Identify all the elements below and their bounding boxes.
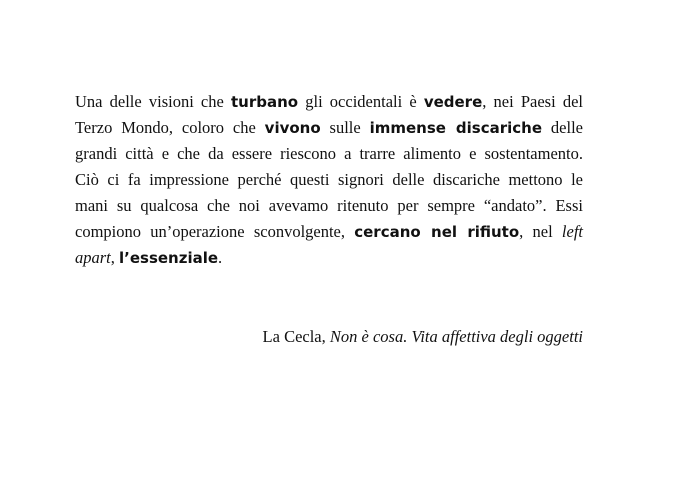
quote-paragraph [75, 89, 583, 271]
quote-text: , nei Paesi del [482, 92, 583, 111]
quote-emphasis: turbano [230, 93, 299, 111]
quote-text: grandi città e che da essere riescono a trarre alimento e sostentamento. [75, 144, 583, 163]
attribution-work-title: Non è cosa. Vita affettiva degli oggetti [329, 327, 583, 346]
attribution [263, 326, 583, 348]
attribution-author: La Cecla, [262, 327, 330, 346]
quote-text: Una delle visioni che [75, 92, 231, 111]
quote-text: Terzo Mondo, coloro che [75, 118, 265, 137]
quote-text: sulle [320, 118, 370, 137]
quote-emphasis: cercano nel rifiuto [354, 223, 520, 241]
quote-line-1 [75, 89, 583, 115]
quote-text: mani su qualcosa che noi avevamo ritenuto per sempre “andato”. Essi [75, 196, 583, 215]
quote-line-3 [75, 141, 583, 167]
quote-line-2 [75, 115, 583, 141]
quote-line-5 [75, 193, 583, 219]
quote-emphasis: vedere [423, 93, 483, 111]
quote-text: compiono un’operazione sconvolgente, [75, 222, 355, 241]
quote-text: gli occidentali è [298, 92, 424, 111]
quote-text: Ciò ci fa impressione perché questi signori delle discariche mettono le [75, 170, 583, 189]
quote-text: , [110, 248, 120, 267]
quote-line-6 [75, 219, 583, 245]
quote-line-4 [75, 167, 583, 193]
quote-line-7 [75, 245, 583, 271]
quote-italic: apart [75, 248, 111, 267]
quote-italic: left [561, 222, 583, 241]
quote-emphasis: vivono [264, 119, 321, 137]
quote-text: delle [542, 118, 583, 137]
quote-emphasis: l’essenziale [119, 249, 219, 267]
quote-text: , nel [519, 222, 562, 241]
quote-emphasis: immense discariche [369, 119, 543, 137]
quote-text: . [218, 248, 223, 267]
